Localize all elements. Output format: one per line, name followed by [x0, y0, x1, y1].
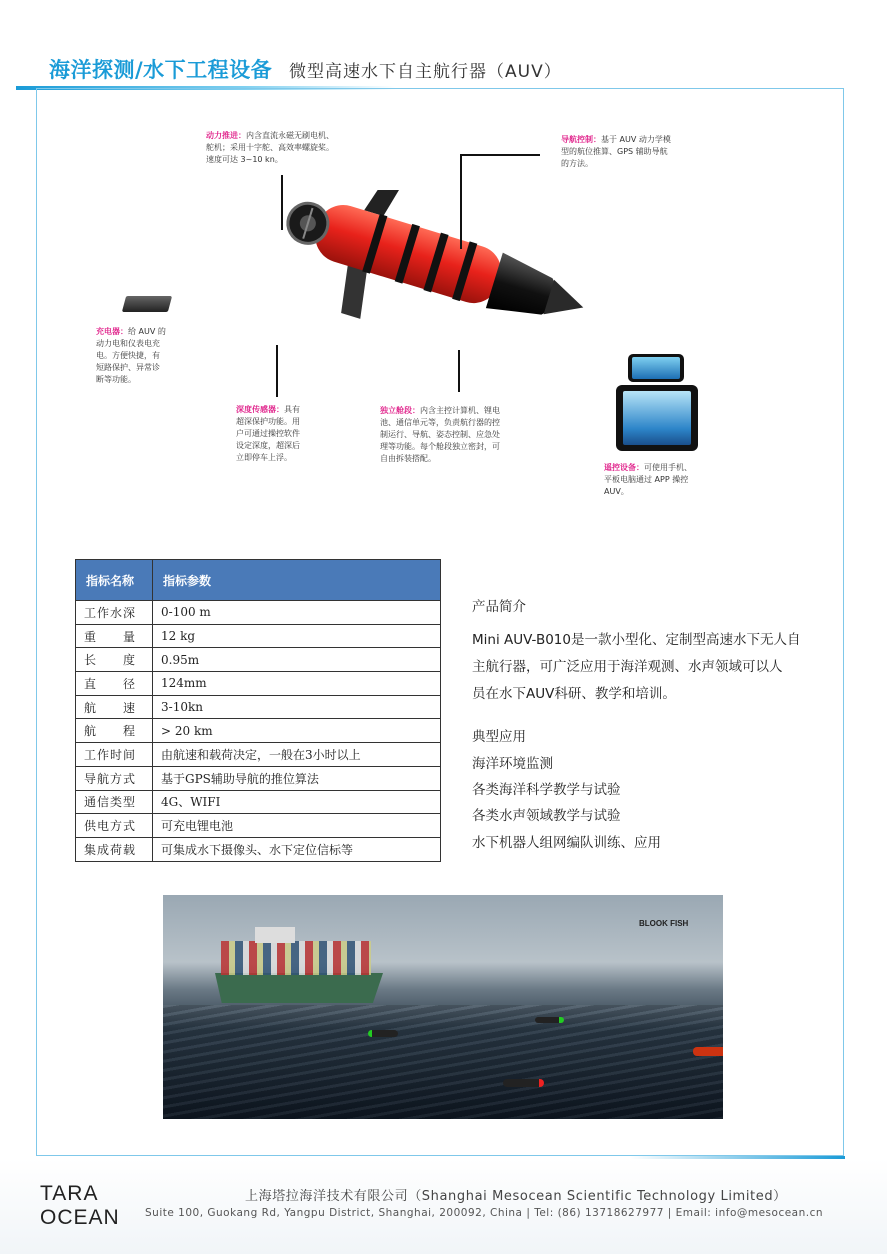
param-value: 4G、WIFI [153, 790, 441, 814]
intro-line: 员在水下AUV科研、教学和培训。 [472, 686, 676, 702]
leader-line-power [281, 175, 283, 230]
tablet-image [616, 385, 698, 451]
param-value: 0.95m [153, 648, 441, 672]
param-name: 直 径 [76, 672, 153, 696]
auv-small [368, 1030, 398, 1037]
company-logo-bottom: OCEAN [40, 1206, 120, 1229]
param-name: 工作水深 [76, 601, 153, 625]
charger-image [122, 296, 172, 312]
header-param-value: 指标参数 [153, 560, 441, 601]
callout-nav: 导航控制：基于 AUV 动力学模 型的航位推算、GPS 辅助导航 的方法。 [561, 135, 671, 168]
intro-line: Mini AUV-B010是一款小型化、定制型高速水下无人自 [472, 632, 801, 648]
param-name: 航 程 [76, 719, 153, 743]
param-value: 0-100 m [153, 601, 441, 625]
table-row [76, 719, 441, 743]
leader-line-cabin [458, 350, 460, 392]
table-row [76, 837, 441, 861]
param-name: 通信类型 [76, 790, 153, 814]
auv-small [693, 1047, 723, 1056]
table-row [76, 814, 441, 838]
product-title: 微型高速水下自主航行器（AUV） [289, 62, 562, 82]
header-param-name: 指标名称 [76, 560, 153, 601]
auv-small [535, 1017, 564, 1023]
applications-heading: 典型应用 [472, 729, 526, 745]
param-value: 由航速和载荷决定，一般在3小时以上 [153, 743, 441, 767]
spec-table-header [76, 560, 441, 601]
table-row [76, 601, 441, 625]
application-item: 海洋环境监测 [472, 756, 553, 772]
param-name: 集成荷载 [76, 837, 153, 861]
callout-power: 动力推进：内含直流永磁无刷电机、 舵机；采用十字舵、高效率螺旋桨。 速度可达 3~10 kn。 [206, 131, 334, 164]
table-row [76, 695, 441, 719]
table-row [76, 743, 441, 767]
param-value: 12 kg [153, 624, 441, 648]
param-name: 供电方式 [76, 814, 153, 838]
application-item: 各类水声领域教学与试验 [472, 808, 621, 824]
footer-company-name: 上海塔拉海洋技术有限公司（Shanghai Mesocean Scientific Technology Limited） [245, 1189, 787, 1204]
table-row [76, 648, 441, 672]
company-logo-top: TARA [40, 1182, 99, 1205]
callout-depth: 深度传感器：具有 超深保护功能。用 户可通过操控软件 设定深度，超深后 立即停车上浮。 [236, 405, 300, 462]
table-row [76, 624, 441, 648]
callout-cabin: 独立舱段：内含主控计算机、锂电 池、通信单元等，负责航行器的控 制运行、导航、姿态控制、应急处 理等功能。每个舱段独立密封，可 自由拆装搭配。 [380, 406, 500, 463]
callout-remote: 遥控设备：可使用手机、 平板电脑通过 APP 操控 AUV。 [604, 463, 692, 496]
param-value: 3-10kn [153, 695, 441, 719]
leader-line-nav [460, 154, 540, 156]
brand-watermark: BLOOK FISH [639, 919, 689, 928]
footer-band [0, 1158, 887, 1254]
param-value: 可充电锂电池 [153, 814, 441, 838]
param-name: 重 量 [76, 624, 153, 648]
application-item: 各类海洋科学教学与试验 [472, 782, 621, 798]
cargo-ship [215, 973, 383, 1003]
param-value: 可集成水下摄像头、水下定位信标等 [153, 837, 441, 861]
auv-illustration [270, 190, 610, 350]
application-item: 水下机器人组网编队训练、应用 [472, 835, 661, 851]
phone-image [628, 354, 684, 382]
intro-heading: 产品简介 [472, 599, 526, 615]
auv-small [503, 1079, 544, 1087]
ocean-scene-image [163, 895, 723, 1119]
param-value: 124mm [153, 672, 441, 696]
spec-table [75, 559, 441, 862]
page-category-title: 海洋探测/水下工程设备 [49, 58, 273, 82]
table-row [76, 672, 441, 696]
param-name: 长 度 [76, 648, 153, 672]
table-row [76, 790, 441, 814]
leader-line-depth [276, 345, 278, 397]
callout-charger: 充电器：给 AUV 的 动力电和仪表电充 电。方便快捷，有 短路保护、异常诊 断等功能。 [96, 327, 166, 384]
param-name: 导航方式 [76, 766, 153, 790]
table-row [76, 766, 441, 790]
intro-line: 主航行器，可广泛应用于海洋观测、水声领域可以人 [472, 659, 783, 675]
param-name: 工作时间 [76, 743, 153, 767]
footer-contact: Suite 100, Guokang Rd, Yangpu District, Shanghai, 200092, China | Tel: (86) 13718627977 | Email: info@mesocean.cn [145, 1207, 824, 1219]
footer-accent-line [630, 1156, 845, 1159]
param-name: 航 速 [76, 695, 153, 719]
param-value: > 20 km [153, 719, 441, 743]
param-value: 基于GPS辅助导航的推位算法 [153, 766, 441, 790]
